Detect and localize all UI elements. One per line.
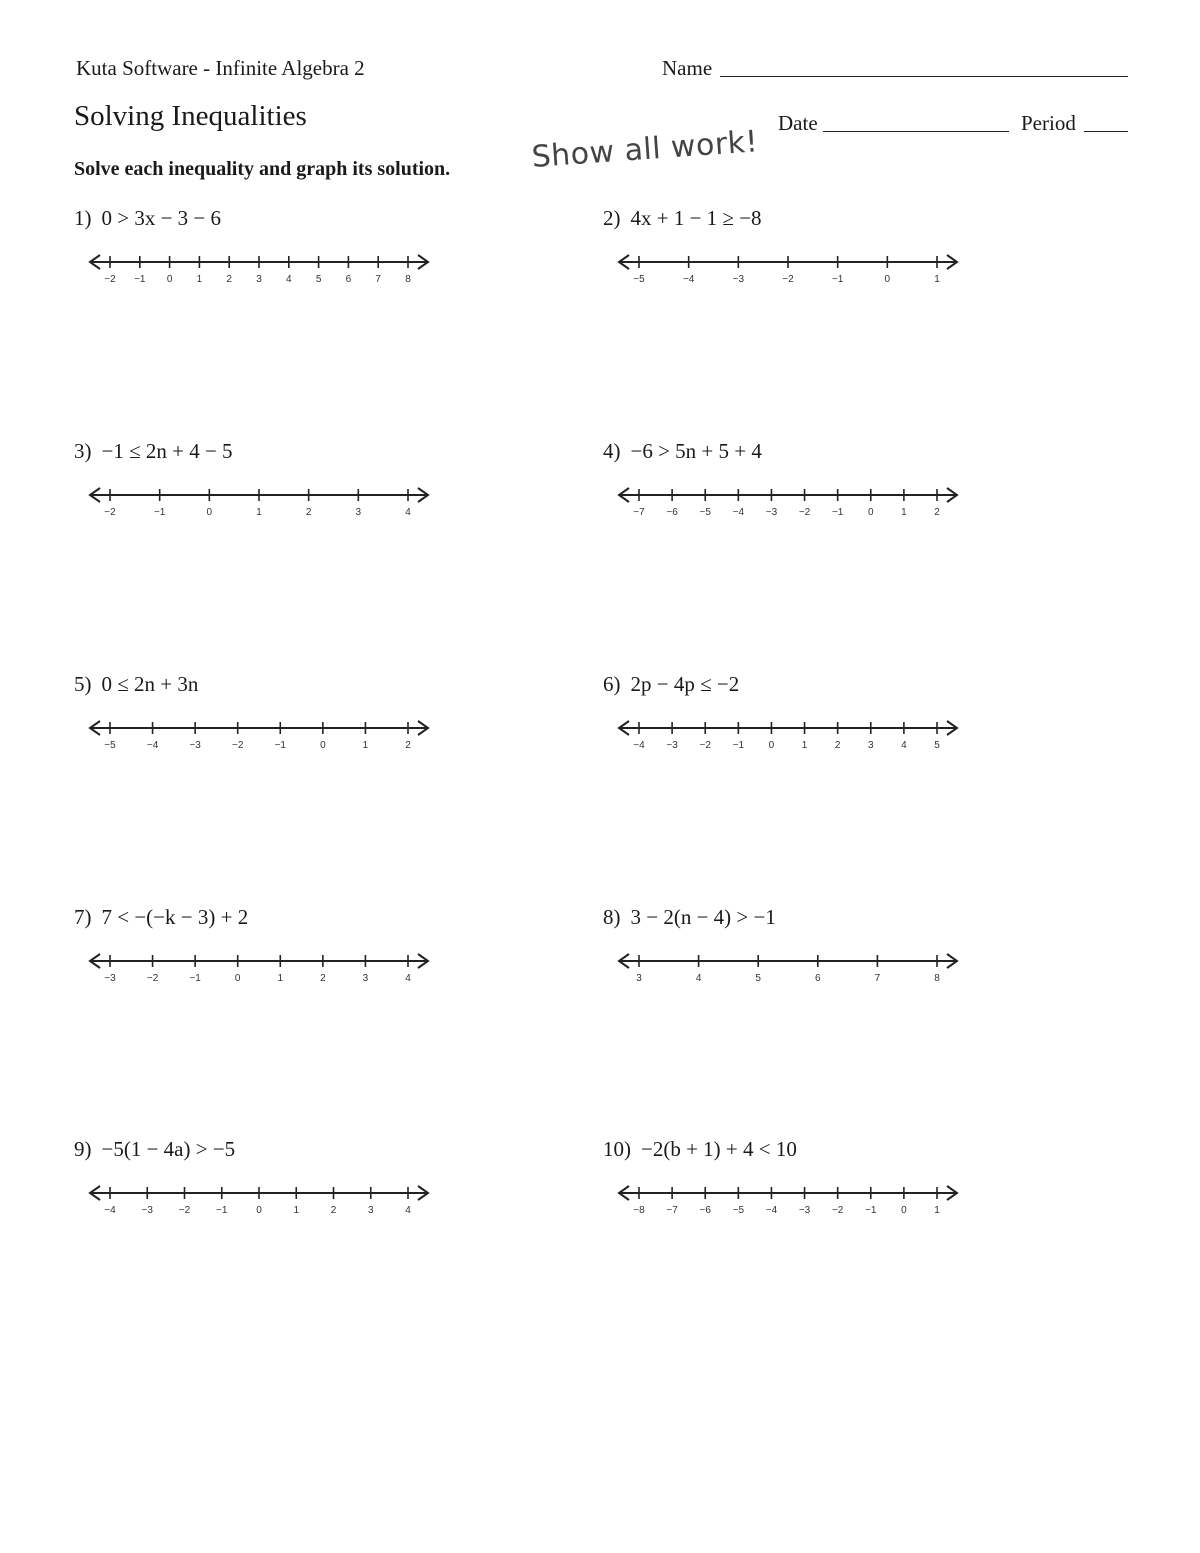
tick-label: −5 <box>104 740 116 751</box>
tick-label: −1 <box>831 507 844 518</box>
problem-expression: −2(b + 1) + 4 < 10 <box>641 1137 797 1161</box>
worksheet-title: Solving Inequalities <box>74 100 307 132</box>
tick-label: −1 <box>865 1205 877 1216</box>
problem-number: 8) <box>603 905 621 929</box>
problem-expression: 0 > 3x − 3 − 6 <box>101 206 222 230</box>
tick-label: 2 <box>934 507 940 518</box>
name-field[interactable] <box>720 76 1128 77</box>
problem-6 <box>603 672 1123 792</box>
number-line[interactable] <box>613 244 963 284</box>
tick-label: −1 <box>189 973 201 984</box>
tick-label: −3 <box>189 740 201 751</box>
problem-number: 1) <box>74 206 92 230</box>
tick-label: 4 <box>405 507 411 518</box>
problem-number: 9) <box>74 1137 92 1161</box>
publisher-header: Kuta Software - Infinite Algebra 2 <box>76 56 365 80</box>
date-field[interactable] <box>823 131 1009 132</box>
tick-label: 2 <box>320 973 326 984</box>
number-line[interactable] <box>84 244 434 284</box>
date-label: Date <box>778 111 818 135</box>
tick-label: −4 <box>682 274 695 285</box>
problem-7 <box>74 905 594 1025</box>
tick-label: 1 <box>256 507 262 518</box>
problem-10 <box>603 1137 1123 1257</box>
tick-label: 6 <box>345 274 352 285</box>
number-line[interactable] <box>613 477 963 517</box>
tick-label: −3 <box>666 740 678 751</box>
tick-label: −4 <box>732 507 745 518</box>
tick-label: −4 <box>104 1205 116 1216</box>
tick-label: 2 <box>405 740 411 751</box>
tick-label: 5 <box>934 740 940 751</box>
tick-label: 1 <box>293 1205 300 1216</box>
tick-label: 3 <box>355 507 362 518</box>
tick-label: −2 <box>104 507 116 518</box>
tick-label: 1 <box>901 507 907 518</box>
problem-expression: 2p − 4p ≤ −2 <box>630 672 740 696</box>
tick-label: 2 <box>226 274 232 285</box>
tick-label: −1 <box>831 274 844 285</box>
tick-label: 2 <box>330 1205 337 1216</box>
problem-5 <box>74 672 594 792</box>
tick-label: 2 <box>305 507 312 518</box>
tick-label: −5 <box>699 507 711 518</box>
problem-number: 6) <box>603 672 621 696</box>
tick-label: 7 <box>375 274 381 285</box>
tick-label: −2 <box>699 740 711 751</box>
tick-label: −3 <box>798 1205 811 1216</box>
period-field[interactable] <box>1084 131 1128 132</box>
tick-label: 7 <box>874 973 881 984</box>
problem-2 <box>603 206 1123 326</box>
tick-label: −8 <box>633 1205 645 1216</box>
instructions: Solve each inequality and graph its solution. <box>74 158 451 180</box>
tick-label: 4 <box>405 973 411 984</box>
period-label: Period <box>1021 111 1076 135</box>
number-line[interactable] <box>84 477 434 517</box>
number-line[interactable] <box>613 1175 963 1215</box>
tick-label: 5 <box>755 973 761 984</box>
number-line[interactable] <box>84 710 434 750</box>
tick-label: −2 <box>104 274 116 285</box>
tick-label: −3 <box>141 1205 153 1216</box>
tick-label: −7 <box>666 1205 678 1216</box>
tick-label: 3 <box>362 973 369 984</box>
tick-label: 0 <box>320 740 326 751</box>
tick-label: 0 <box>256 1205 262 1216</box>
problem-number: 2) <box>603 206 621 230</box>
tick-label: 8 <box>405 274 411 285</box>
tick-label: −3 <box>732 274 745 285</box>
tick-label: −1 <box>274 740 286 751</box>
tick-label: −6 <box>699 1205 711 1216</box>
tick-label: −4 <box>765 1205 778 1216</box>
tick-label: −2 <box>146 973 159 984</box>
tick-label: 1 <box>277 973 284 984</box>
tick-label: 4 <box>286 274 292 285</box>
tick-label: 5 <box>315 274 322 285</box>
tick-label: −2 <box>831 1205 844 1216</box>
problem-expression: −5(1 − 4a) > −5 <box>101 1137 236 1161</box>
problem-expression: −6 > 5n + 5 + 4 <box>630 439 762 463</box>
tick-label: 6 <box>815 973 821 984</box>
problem-3 <box>74 439 594 559</box>
problem-8 <box>603 905 1123 1025</box>
problem-number: 5) <box>74 672 92 696</box>
tick-label: 4 <box>901 740 907 751</box>
tick-label: −7 <box>633 507 645 518</box>
name-label: Name <box>662 56 713 80</box>
handwritten-note: Show all work! <box>530 124 760 175</box>
tick-label: 3 <box>867 740 874 751</box>
tick-label: −2 <box>178 1205 191 1216</box>
problem-number: 10) <box>603 1137 631 1161</box>
tick-label: −6 <box>666 507 678 518</box>
tick-label: −4 <box>146 740 159 751</box>
tick-label: −1 <box>732 740 745 751</box>
tick-label: 0 <box>867 507 874 518</box>
tick-label: −1 <box>134 274 146 285</box>
tick-label: −2 <box>232 740 244 751</box>
tick-label: −3 <box>104 973 116 984</box>
tick-label: 1 <box>196 274 203 285</box>
tick-label: 1 <box>362 740 369 751</box>
problem-expression: −1 ≤ 2n + 4 − 5 <box>101 439 233 463</box>
problem-4 <box>603 439 1123 559</box>
tick-label: 1 <box>934 274 940 285</box>
tick-label: −5 <box>633 274 645 285</box>
number-line[interactable] <box>84 1175 434 1215</box>
tick-label: 2 <box>834 740 841 751</box>
tick-label: 0 <box>234 973 241 984</box>
tick-label: 0 <box>884 274 891 285</box>
tick-label: −1 <box>153 507 166 518</box>
tick-label: −4 <box>633 740 645 751</box>
number-line[interactable] <box>84 943 434 983</box>
tick-label: 1 <box>801 740 808 751</box>
tick-label: 0 <box>166 274 173 285</box>
tick-label: −2 <box>798 507 811 518</box>
tick-label: 3 <box>367 1205 374 1216</box>
problem-expression: 7 < −(−k − 3) + 2 <box>101 905 249 929</box>
problem-expression: 3 − 2(n − 4) > −1 <box>630 905 776 929</box>
problem-number: 7) <box>74 905 92 929</box>
problem-1 <box>74 206 594 326</box>
problem-number: 4) <box>603 439 621 463</box>
tick-label: 3 <box>636 973 642 984</box>
tick-label: −1 <box>216 1205 228 1216</box>
tick-label: −5 <box>732 1205 745 1216</box>
tick-label: 4 <box>405 1205 411 1216</box>
number-line[interactable] <box>613 943 963 983</box>
problem-expression: 4x + 1 − 1 ≥ −8 <box>630 206 762 230</box>
tick-label: 4 <box>695 973 702 984</box>
problem-number: 3) <box>74 439 92 463</box>
problem-9 <box>74 1137 594 1257</box>
tick-label: 0 <box>768 740 775 751</box>
tick-label: 0 <box>206 507 213 518</box>
number-line[interactable] <box>613 710 963 750</box>
tick-label: 1 <box>934 1205 940 1216</box>
tick-label: 8 <box>934 973 940 984</box>
tick-label: −3 <box>765 507 778 518</box>
tick-label: 3 <box>256 274 262 285</box>
problem-expression: 0 ≤ 2n + 3n <box>101 672 199 696</box>
tick-label: 0 <box>901 1205 907 1216</box>
tick-label: −2 <box>782 274 794 285</box>
